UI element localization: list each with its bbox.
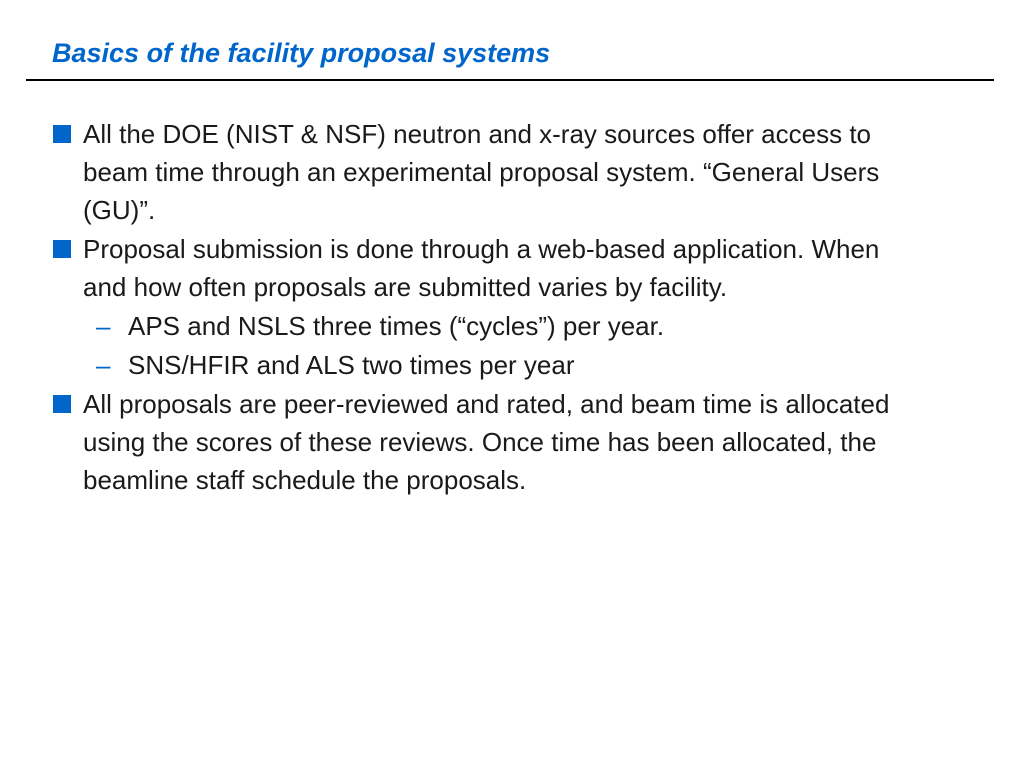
sub-bullet-text: SNS/HFIR and ALS two times per year bbox=[128, 350, 575, 380]
title-divider bbox=[26, 79, 994, 81]
sub-bullet-item bbox=[52, 307, 922, 345]
bullet-item bbox=[52, 230, 922, 306]
square-bullet-icon bbox=[53, 125, 71, 143]
sub-bullet-text: APS and NSLS three times (“cycles”) per year. bbox=[128, 311, 665, 341]
bullet-list bbox=[52, 115, 922, 500]
square-bullet-icon bbox=[53, 240, 71, 258]
dash-bullet-icon: – bbox=[96, 311, 111, 341]
bullet-text: Proposal submission is done through a web-based application. When and how often proposals are submitted varies by facility. bbox=[83, 234, 880, 302]
square-bullet-icon bbox=[53, 395, 71, 413]
bullet-text: All the DOE (NIST & NSF) neutron and x-ray sources offer access to beam time through an experimental proposal system. “General Users (GU)”. bbox=[83, 119, 880, 225]
bullet-item bbox=[52, 115, 922, 229]
bullet-item bbox=[52, 385, 922, 499]
bullet-text: All proposals are peer-reviewed and rated, and beam time is allocated using the scores of these reviews. Once time has been allocated, the beamline staff schedule the proposals. bbox=[83, 389, 890, 495]
slide-title: Basics of the facility proposal systems bbox=[52, 38, 551, 68]
dash-bullet-icon: – bbox=[96, 350, 111, 380]
sub-bullet-item bbox=[52, 346, 922, 384]
